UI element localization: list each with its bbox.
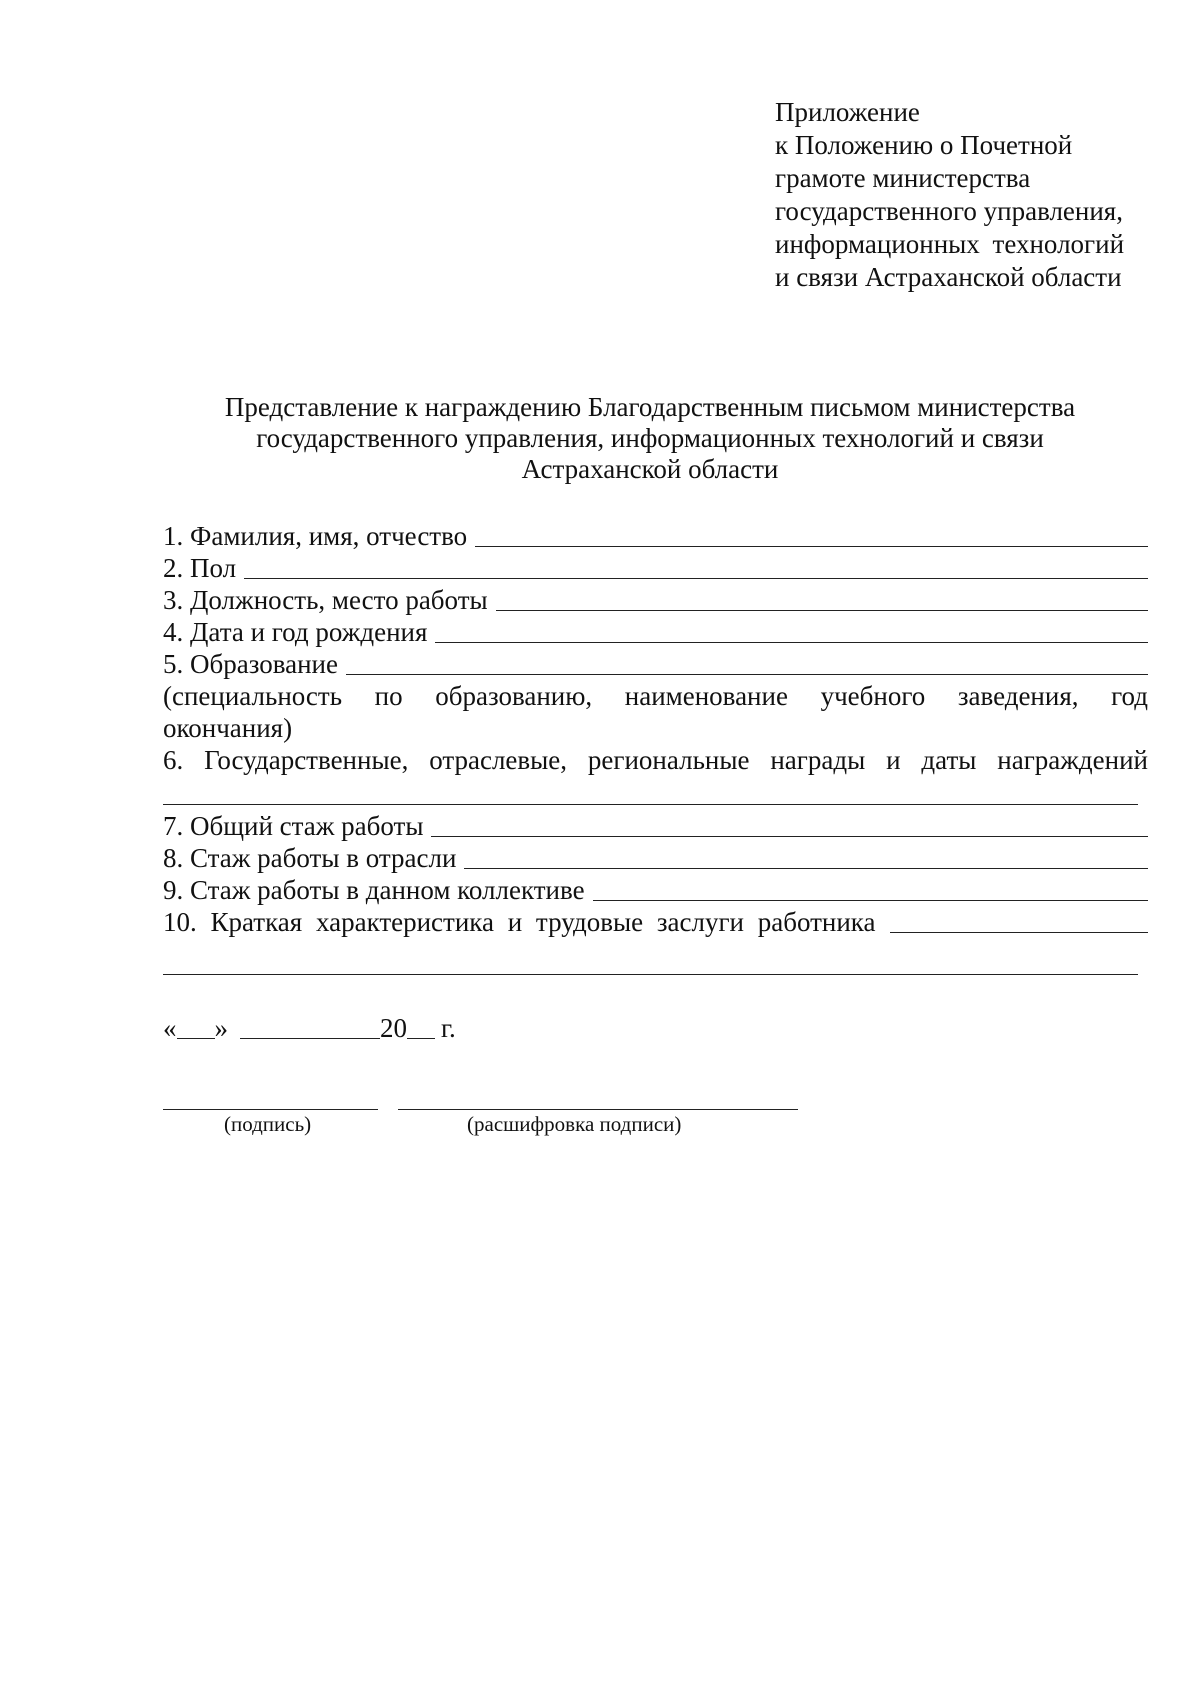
appendix-header [775,96,1175,294]
form-row-industry-experience [163,842,1148,874]
appendix-line-2: к Положению о Почетной [775,130,1073,160]
appendix-line-1: Приложение [775,97,920,127]
characteristics-field-line-2[interactable] [163,973,1138,975]
date-year-field[interactable] [407,1037,435,1039]
form-row-birthdate [163,616,1148,648]
form-row-team-experience [163,874,1148,906]
form-row-characteristics [163,906,1148,938]
signature-decode-label: (расшифровка подписи) [467,1112,682,1136]
total-experience-label: 7. Общий стаж работы [163,811,424,841]
signature-label: (подпись) [224,1112,312,1136]
position-label: 3. Должность, место работы [163,585,488,615]
total-experience-field[interactable] [431,835,1148,837]
form-row-total-experience [163,810,1148,842]
industry-experience-label: 8. Стаж работы в отрасли [163,843,457,873]
awards-field[interactable] [163,803,1138,805]
industry-experience-field[interactable] [464,867,1148,869]
fullname-label: 1. Фамилия, имя, отчество [163,521,468,551]
date-month-field[interactable] [240,1037,380,1039]
date-year-prefix: 20 [380,1013,407,1043]
characteristics-field[interactable] [890,931,1148,933]
date-day-field[interactable] [177,1037,215,1039]
birthdate-field[interactable] [435,641,1148,643]
form-row-gender [163,552,1148,584]
date-close-quote: » [214,1013,228,1043]
characteristics-label: 10. Краткая характеристика и трудовые заслуги работника [163,907,876,937]
title-line-3: Астраханской области [521,454,779,484]
date-year-suffix: г. [441,1013,456,1043]
date-line [163,1012,456,1044]
education-field[interactable] [346,673,1148,675]
date-open-quote: « [163,1013,177,1043]
document-title [150,392,1150,485]
form-row-fullname [163,520,1148,552]
form-row-position [163,584,1148,616]
signature-decode-field[interactable] [398,1108,798,1110]
appendix-line-4: государственного управления, [775,196,1123,226]
gender-label: 2. Пол [163,553,237,583]
awards-label: 6. Государственные, отраслевые, региональные награды и даты награждений [163,745,1148,775]
birthdate-label: 4. Дата и год рождения [163,617,428,647]
appendix-line-6: и связи Астраханской области [775,262,1122,292]
fullname-field[interactable] [475,545,1148,547]
position-field[interactable] [496,609,1148,611]
title-line-2: государственного управления, информационных технологий и связи [256,423,1044,453]
title-line-1: Представление к награждению Благодарственным письмом министерства [224,392,1076,422]
appendix-line-5: информационных технологий [775,229,1125,259]
team-experience-field[interactable] [593,899,1148,901]
appendix-line-3: грамоте министерства [775,163,1031,193]
education-note-continued: окончания) [163,713,293,743]
form-row-education [163,648,1148,680]
education-note: (специальность по образованию, наименование учебного заведения, год [163,681,1148,711]
gender-field[interactable] [244,577,1148,579]
signature-field[interactable] [163,1108,378,1110]
team-experience-label: 9. Стаж работы в данном коллективе [163,875,585,905]
education-label: 5. Образование [163,649,338,679]
